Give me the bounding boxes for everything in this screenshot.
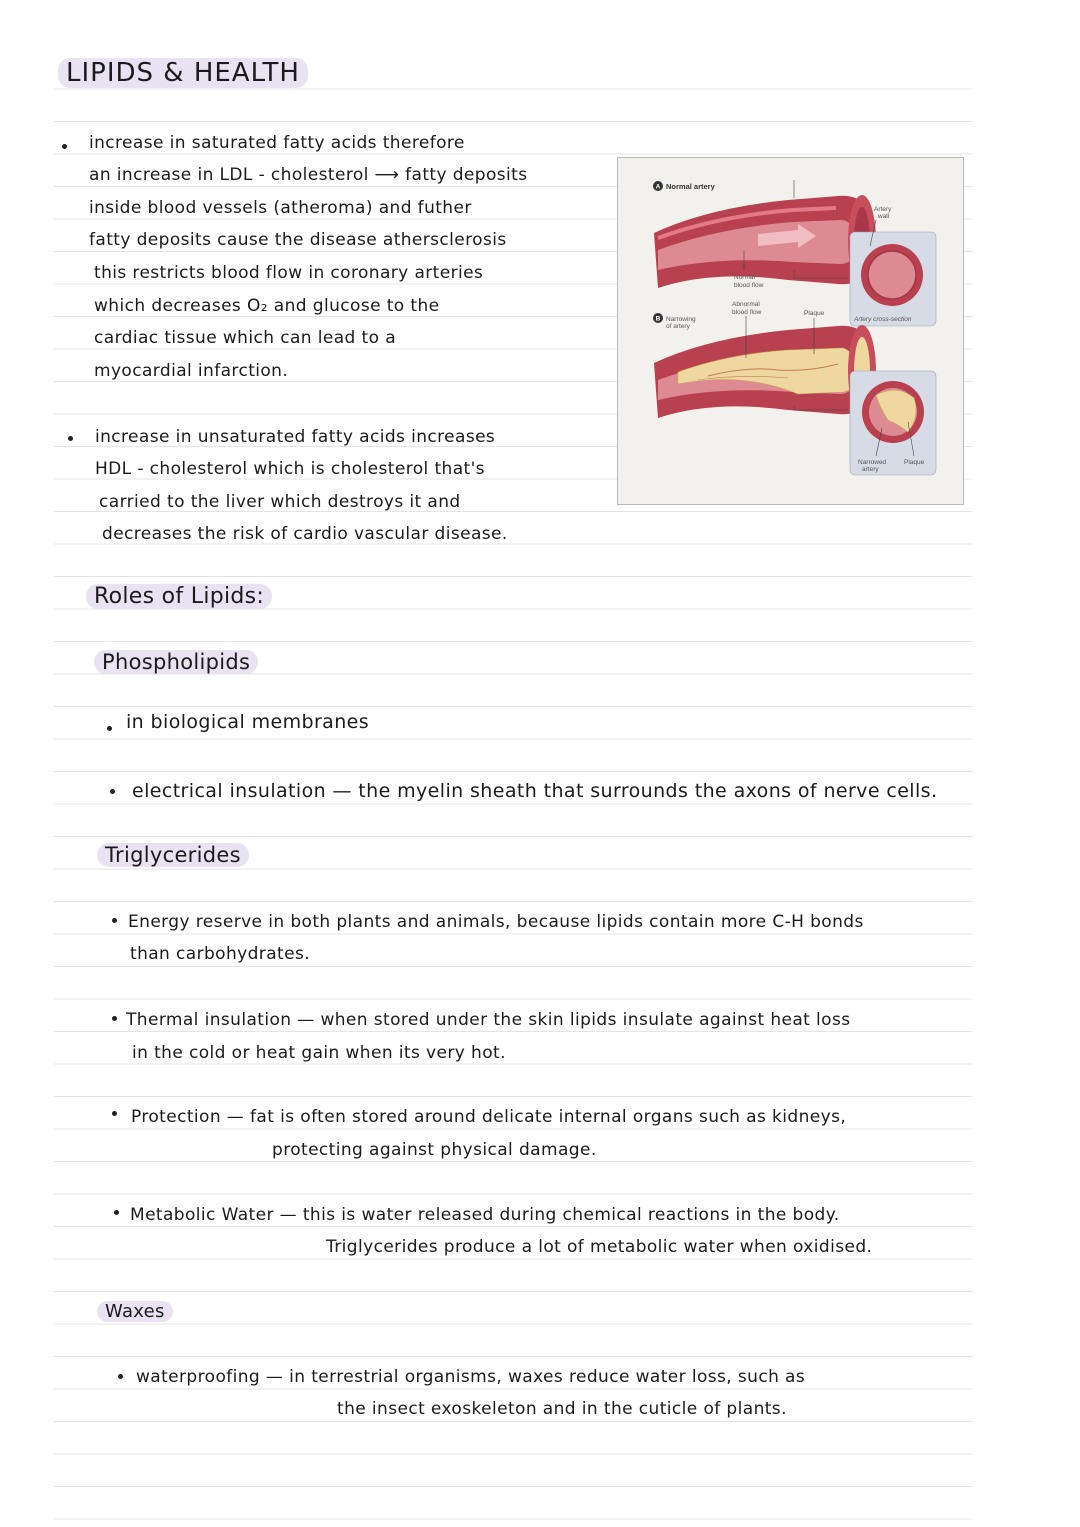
bullet xyxy=(112,1016,117,1021)
panel-a-letter: A xyxy=(655,183,661,191)
note-line: protecting against physical damage. xyxy=(272,1140,597,1160)
note-line: this restricts blood flow in coronary arteries xyxy=(94,263,484,283)
note-line: inside blood vessels (atheroma) and futher xyxy=(89,198,472,218)
section-heading-text: Phospholipids xyxy=(94,650,258,674)
note-line: which decreases O₂ and glucose to the xyxy=(94,296,440,316)
bullet xyxy=(68,436,73,441)
note-line: in biological membranes xyxy=(126,711,370,733)
note-line: in the cold or heat gain when its very hot. xyxy=(132,1043,506,1063)
bullet xyxy=(112,1111,117,1116)
bullet xyxy=(62,144,67,149)
normal-flow-label: Normal xyxy=(734,274,755,281)
artery-wall-label: wall xyxy=(878,213,890,220)
note-line: than carbohydrates. xyxy=(130,944,310,964)
note-line: waterproofing — in terrestrial organisms, waxes reduce water loss, such as xyxy=(136,1367,806,1387)
section-heading-text: Waxes xyxy=(97,1301,173,1322)
note-line: Energy reserve in both plants and animals, because lipids contain more C-H bonds xyxy=(128,912,864,932)
plaque-label: Plaque xyxy=(904,459,925,466)
bullet xyxy=(107,726,112,731)
roles-heading xyxy=(86,584,272,610)
cross-section-label: Artery cross-section xyxy=(854,316,912,323)
section-heading-phospholipids xyxy=(94,649,258,675)
abnormal-flow-label: blood flow xyxy=(732,309,762,316)
note-line: increase in saturated fatty acids therefore xyxy=(89,133,465,153)
note-line: Protection — fat is often stored around delicate internal organs such as kidneys, xyxy=(131,1107,847,1127)
note-line: fatty deposits cause the disease athersclerosis xyxy=(89,230,507,250)
note-line: increase in unsaturated fatty acids increases xyxy=(95,427,496,447)
panel-a-label: Normal artery xyxy=(666,182,715,191)
note-line: Thermal insulation — when stored under the skin lipids insulate against heat loss xyxy=(126,1010,851,1030)
note-line: Triglycerides produce a lot of metabolic water when oxidised. xyxy=(326,1237,873,1257)
bullet xyxy=(118,1374,123,1379)
note-line: Metabolic Water — this is water released during chemical reactions in the body. xyxy=(130,1205,840,1225)
bullet xyxy=(112,918,117,923)
bullet xyxy=(114,1210,119,1215)
note-line: myocardial infarction. xyxy=(94,361,289,381)
note-line: electrical insulation — the myelin sheath that surrounds the axons of nerve cells. xyxy=(132,780,938,802)
note-line: an increase in LDL - cholesterol ⟶ fatty deposits xyxy=(89,165,528,185)
plaque-label: Plaque xyxy=(804,310,825,317)
note-line: carried to the liver which destroys it and xyxy=(99,492,461,512)
note-line: cardiac tissue which can lead to a xyxy=(94,328,397,348)
bullet xyxy=(110,789,115,794)
roles-heading-text: Roles of Lipids: xyxy=(86,584,272,609)
note-line: the insect exoskeleton and in the cuticle of plants. xyxy=(337,1399,787,1419)
panel-b-label: Narrowing xyxy=(666,316,696,323)
note-line: decreases the risk of cardio vascular disease. xyxy=(102,524,508,544)
normal-flow-label: blood flow xyxy=(734,282,764,289)
artery-diagram xyxy=(617,157,964,505)
panel-b-letter: B xyxy=(655,315,661,323)
page-title-text: LIPIDS & HEALTH xyxy=(58,58,308,88)
narrowed-artery-label: artery xyxy=(862,466,879,473)
note-line: HDL - cholesterol which is cholesterol that's xyxy=(95,459,485,479)
narrowed-artery-label: Narrowed xyxy=(858,459,887,466)
page-title xyxy=(58,60,308,86)
artery-wall-label: Artery xyxy=(874,206,892,213)
section-heading-triglycerides xyxy=(97,842,249,868)
section-heading-waxes xyxy=(97,1299,173,1325)
panel-b-label: of artery xyxy=(666,323,690,330)
section-heading-text: Triglycerides xyxy=(97,843,249,867)
abnormal-flow-label: Abnormal xyxy=(732,301,760,308)
